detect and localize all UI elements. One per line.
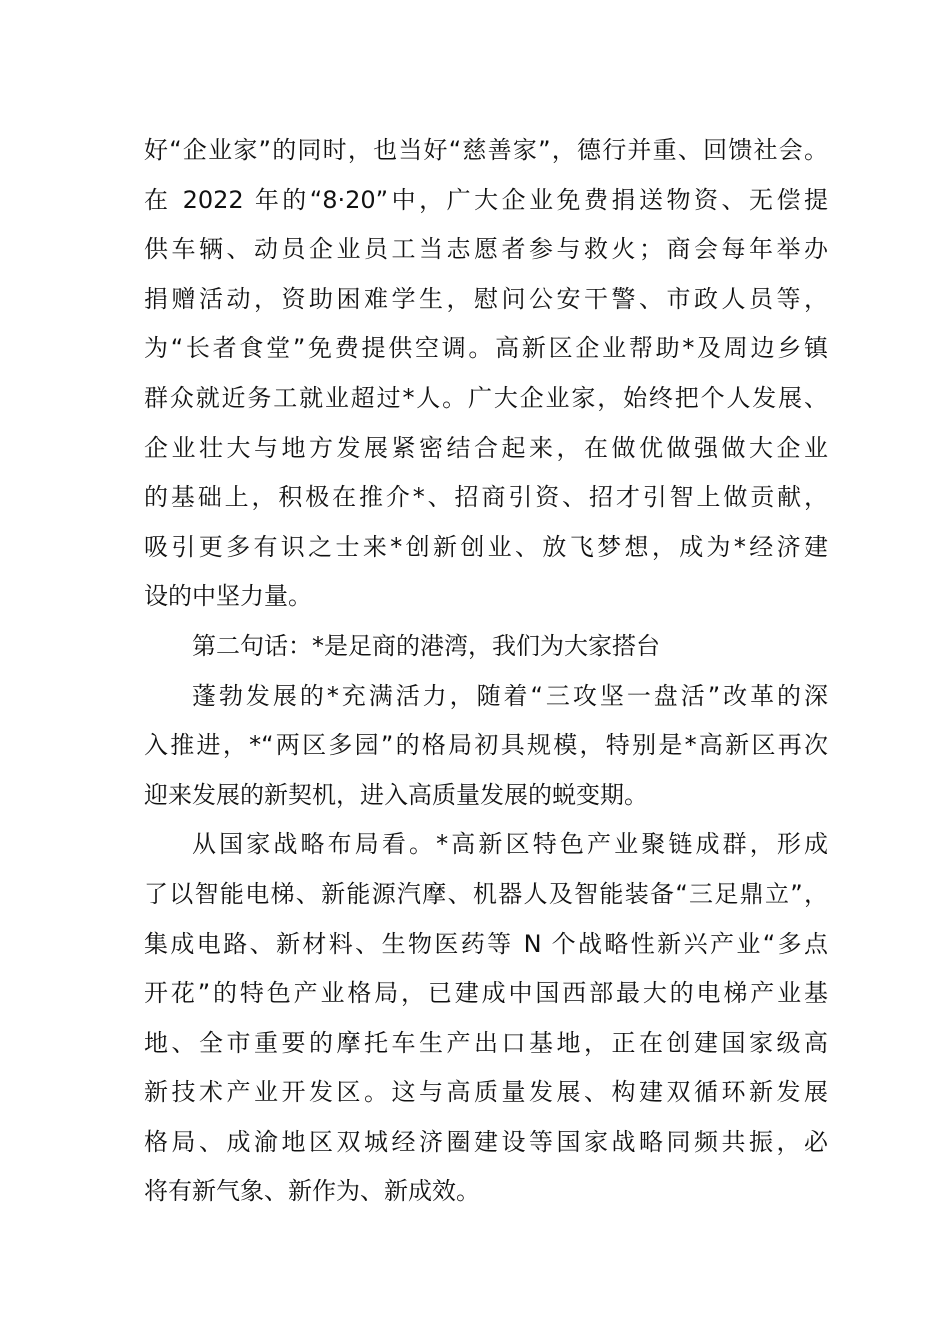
- text-line: 地、全市重要的摩托车生产出口基地，正在创建国家级高: [144, 1028, 828, 1057]
- text-line: 迎来发展的新契机，进入高质量发展的蜕变期。: [144, 780, 648, 809]
- section-heading: 第二句话：*是足商的港湾，我们为大家搭台: [192, 631, 660, 660]
- text-line: 在 2022 年的“8·20”中，广大企业免费捐送物资、无偿提: [144, 185, 828, 214]
- text-line: 入推进，*“两区多园”的格局初具规模，特别是*高新区再次: [144, 731, 828, 760]
- text-line: 蓬勃发展的*充满活力，随着“三攻坚一盘活”改革的深: [192, 681, 828, 710]
- text-line: 从国家战略布局看。*高新区特色产业聚链成群，形成: [192, 830, 828, 859]
- text-line: 的基础上，积极在推介*、招商引资、招才引智上做贡献，: [144, 483, 828, 512]
- text-line: 集成电路、新材料、生物医药等 N 个战略性新兴产业“多点: [144, 929, 828, 958]
- text-line: 供车辆、动员企业员工当志愿者参与救火；商会每年举办: [144, 235, 828, 264]
- text-line: 设的中坚力量。: [144, 582, 312, 611]
- text-line: 为“长者食堂”免费提供空调。高新区企业帮助*及周边乡镇: [144, 334, 828, 363]
- text-line: 格局、成渝地区双城经济圈建设等国家战略同频共振，必: [144, 1127, 828, 1156]
- text-line: 企业壮大与地方发展紧密结合起来，在做优做强做大企业: [144, 433, 828, 462]
- text-line: 群众就近务工就业超过*人。广大企业家，始终把个人发展、: [144, 383, 828, 412]
- document-body: [144, 126, 828, 1217]
- text-line: 好“企业家”的同时，也当好“慈善家”，德行并重、回馈社会。: [144, 136, 828, 164]
- text-line: 将有新气象、新作为、新成效。: [144, 1177, 480, 1206]
- text-line: 吸引更多有识之士来*创新创业、放飞梦想，成为*经济建: [144, 532, 828, 561]
- text-line: 捐赠活动，资助困难学生，慰问公安干警、市政人员等，: [144, 284, 828, 313]
- text-line: 了以智能电梯、新能源汽摩、机器人及智能装备“三足鼎立”，: [144, 879, 828, 908]
- text-line: 新技术产业开发区。这与高质量发展、构建双循环新发展: [144, 1078, 828, 1107]
- text-line: 开花”的特色产业格局，已建成中国西部最大的电梯产业基: [144, 979, 828, 1008]
